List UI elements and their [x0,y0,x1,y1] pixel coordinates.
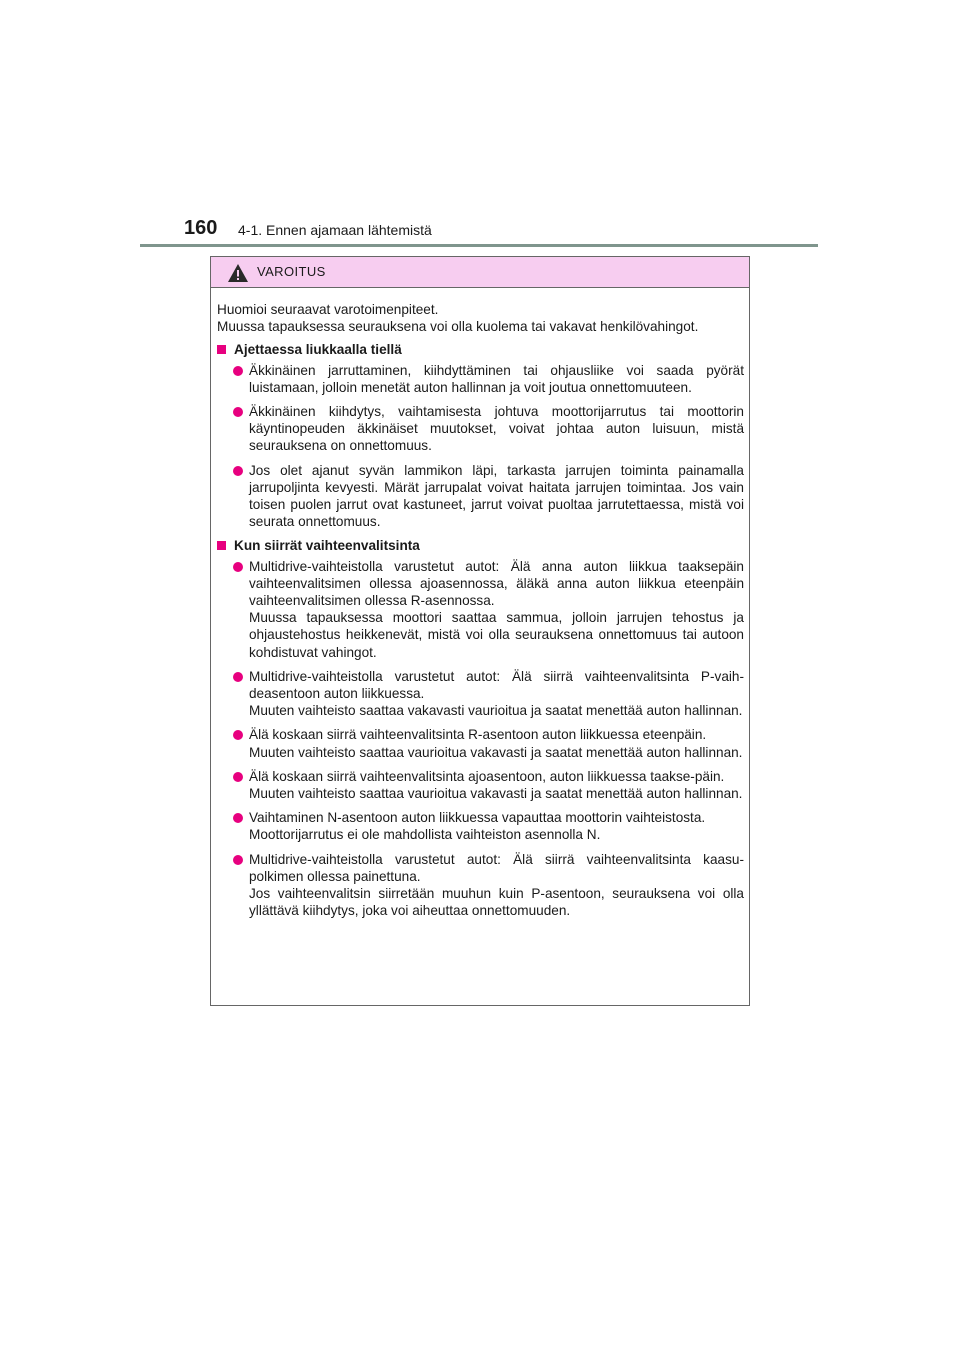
list-item: Äkkinäinen jarruttaminen, kiihdyttäminen tai ohjausliike voi saada pyörät luistamaan, jolloin menetät auton hallinnan ja voit joutua onnettomuuteen. [217,362,744,396]
page-number: 160 [184,217,218,239]
section-title: Ajettaessa liukkaalla tiellä [217,341,744,358]
list-item: Multidrive-vaihteistolla varustetut autot: Älä siirrä vaihteenvalitsinta P-vaih-deasentoon auton liikkuessa. Muuten vaihteisto saattaa vakavasti vaurioitua ja saatat menettää auton hallinnan. [217,668,744,720]
section-shift-lever [217,537,744,919]
header-divider [140,244,818,247]
list-item: Äkkinäinen kiihdytys, vaihtamisesta johtuva moottorijarrutus tai moottorin käyntinopeuden äkkinäiset muutokset, voivat johtaa auton luisuun, mistä seurauksena on onnettomuus. [217,403,744,455]
list-item: Vaihtaminen N-asentoon auton liikkuessa vapauttaa moottorin vaihteistosta. Moottorijarrutus ei ole mahdollista vaihteiston asennolla N. [217,809,744,843]
intro-line: Huomioi seuraavat varotoimenpiteet. [217,302,439,317]
bullet-icon [233,730,243,740]
warning-label: VAROITUS [257,264,326,279]
section-title: Kun siirrät vaihteenvalitsinta [217,537,744,554]
list-item: Multidrive-vaihteistolla varustetut autot: Älä siirrä vaihteenvalitsinta kaasu-polkimen ollessa painettuna. Jos vaihteenvalitsin siirretään muuhun kuin P-asentoon, seurauksena voi olla yllättävä kiihdytys, joka voi aiheuttaa onnettomuuden. [217,851,744,920]
list-item: Jos olet ajanut syvän lammikon läpi, tarkasta jarrujen toiminta painamalla jarrupoljinta kevyesti. Märät jarrupalat voivat haitata jarrujen toimintaa. Jos vain toisen puolen jarrut ovat kastuneet, jarrut voivat puoltaa jarrutettaessa, mistä voi seurata onnettomuus. [217,462,744,531]
bullet-icon [233,562,243,572]
bullet-icon [233,672,243,682]
bullet-icon [233,366,243,376]
page-header [184,214,824,246]
chapter-title: 4-1. Ennen ajamaan lähtemistä [238,222,432,238]
warning-box [210,256,750,1006]
list-item: Älä koskaan siirrä vaihteenvalitsinta R-asentoon auton liikkuessa eteenpäin. Muuten vaihteisto saattaa vaurioitua vakavasti ja saatat menettää auton hallinnan. [217,726,744,760]
square-bullet-icon [217,345,226,354]
bullet-icon [233,407,243,417]
warning-triangle-icon [227,263,249,283]
bullet-icon [233,813,243,823]
intro-line: Muussa tapauksessa seurauksena voi olla kuolema tai vakavat henkilövahingot. [217,319,699,335]
section-slippery-road [217,341,744,530]
square-bullet-icon [217,541,226,550]
bullet-icon [233,466,243,476]
bullet-icon [233,855,243,865]
warning-body [211,288,749,920]
warning-header [211,257,749,288]
list-item: Multidrive-vaihteistolla varustetut autot: Älä anna auton liikkua taaksepäin vaihteenvalitsimen ollessa ajoasennossa, äläkä anna auton liikkua eteenpäin vaihteenvalitsimen ollessa R-asennossa. Muussa tapauksessa moottori saattaa sammua, jolloin jarrujen tehostus ja ohjaustehostus heikkenevät, mistä voi olla seurauksena onnettomuus tai autoon kohdistuvat vahingot. [217,558,744,661]
list-item: Älä koskaan siirrä vaihteenvalitsinta ajoasentoon, auton liikkuessa taakse-päin. Muuten vaihteisto saattaa vaurioitua vakavasti ja saatat menettää auton hallinnan. [217,768,744,802]
warning-intro [217,301,744,335]
bullet-icon [233,772,243,782]
